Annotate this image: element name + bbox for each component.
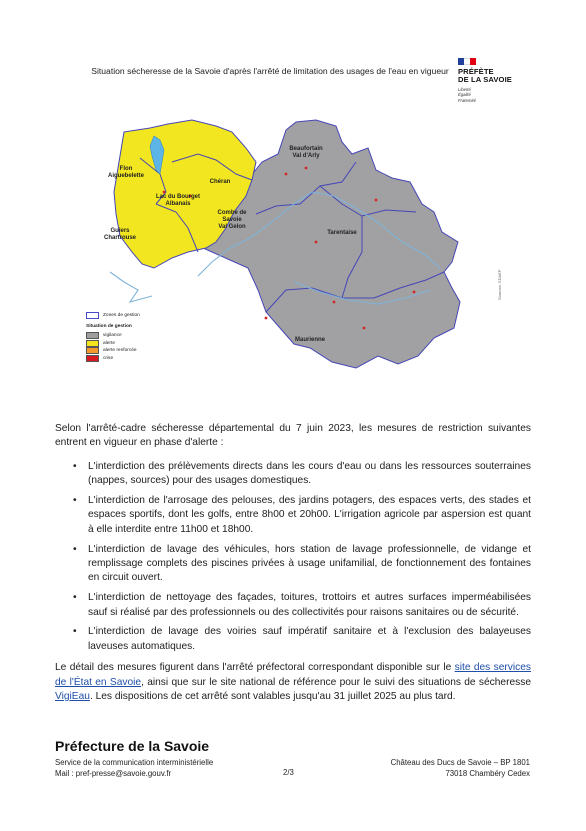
list-item	[55, 494, 531, 537]
legend-swatch	[86, 332, 99, 339]
list-item	[55, 625, 531, 654]
page-number: 2/3	[283, 768, 294, 777]
bullet-icon: •	[73, 495, 77, 507]
legend-label: alerte	[103, 340, 115, 346]
legend-swatch	[86, 355, 99, 362]
map-title: Situation sécheresse de la Savoie d'après l'arrêté de limitation des usages de l'eau en vigueur	[91, 66, 449, 76]
list-item-text: L'interdiction de lavage des voiries sauf impératif sanitaire et à l'exclusion des balayeuses laveuses automatiques.	[88, 626, 531, 652]
footer-service: Service de la communication interministérielle	[55, 758, 214, 767]
footer-address-2: 73018 Chambéry Cedex	[445, 769, 530, 779]
outro-text-1: Le détail des mesures figurent dans l'arrêté préfectoral correspondant disponible sur le	[55, 662, 455, 674]
list-item-text: L'interdiction de l'arrosage des pelouses, des jardins potagers, des espaces verts, des stades et espaces sportifs, dont les golfs, entre 8h00 et 20h00. L'irrigation agricole par aspersion est quant à elle interdite entre 11h00 et 18h00.	[88, 495, 531, 535]
bullet-icon: •	[73, 460, 77, 472]
bullet-icon: •	[73, 626, 77, 638]
logo-motto-3: Fraternité	[458, 97, 476, 103]
footer-address-1: Château des Ducs de Savoie – BP 1801	[390, 758, 530, 767]
list-item-text: L'interdiction des prélèvements directs dans les cours d'eau ou dans les ressources souterraines (nappes, sources) pour des usages domestiques.	[88, 460, 531, 487]
list-item	[55, 460, 531, 489]
vigieau-link[interactable]: VigiEau	[55, 691, 90, 703]
zone-label-combe-3: Val Gelon	[218, 224, 246, 230]
zone-label-beaufortain	[289, 146, 323, 159]
legend-item-alerte-renforcee	[86, 347, 186, 355]
map-credit: Sources: SDAEP	[497, 269, 502, 300]
footer-mail: Mail : pref-presse@savoie.gouv.fr	[55, 769, 172, 779]
french-flag-icon	[458, 58, 476, 65]
logo-line1: PRÉFÈTE	[458, 67, 494, 76]
zone-label-bourget-1: Lac du Bourget	[155, 194, 201, 200]
legend-title: Situation de gestion	[86, 324, 132, 329]
logo-motto-2: Égalité	[458, 92, 471, 98]
zone-label-combe-1: Combe de	[217, 210, 247, 216]
legend-swatch	[86, 340, 99, 347]
zone-label-flon-1: Flon	[119, 166, 133, 172]
outro-paragraph	[55, 661, 531, 704]
list-item-text: L'interdiction de nettoyage des façades, toitures, trottoirs et autres surfaces imperméabilisées sauf si réalisé par des professionnels ou des collectivités pour raisons sanitaires ou de sécurité.	[88, 592, 531, 618]
bullet-icon: •	[73, 543, 77, 555]
zone-label-bourget-2: Albanais	[165, 201, 191, 207]
legend-zones-label: Zones de gestion	[103, 313, 140, 318]
footer-contact	[55, 757, 213, 780]
outro-text-2: , ainsi que sur le site national de référence pour le suivi des situations de sécheresse	[141, 676, 531, 688]
logo-motto-1: Liberté	[458, 86, 471, 92]
outro-text-3: . Les dispositions de cet arrêté sont valables jusqu'au 31 juillet 2025 au plus tard.	[89, 691, 456, 703]
zone-label-beaufortain-1: Beaufortain	[289, 146, 323, 152]
zone-label-cheran: Chéran	[209, 179, 231, 185]
map-legend	[86, 312, 186, 362]
body-text	[55, 422, 531, 704]
measures-list	[55, 460, 531, 654]
footer-title: Préfecture de la Savoie	[55, 738, 210, 754]
zone-label-tarentaise: Tarentaise	[327, 230, 357, 236]
zone-label-flon-2: Aiguebelette	[107, 173, 145, 179]
legend-label: alerte renforcée	[103, 348, 137, 354]
list-item	[55, 543, 531, 586]
zone-boundary-swatch	[86, 312, 99, 319]
zone-label-maurienne: Maurienne	[294, 337, 326, 343]
legend-item-vigilance	[86, 332, 186, 340]
list-item	[55, 591, 531, 620]
legend-label: crise	[103, 355, 114, 361]
intro-paragraph: Selon l'arrêté-cadre sécheresse départemental du 7 juin 2023, les mesures de restriction suivantes entrent en vigueur en phase d'alerte :	[55, 423, 531, 449]
zone-label-guiers-2: Chartrouse	[103, 235, 137, 241]
zone-label-combe-2: Savoie	[222, 217, 242, 223]
services-etat-link[interactable]: site des services de l'État en Savoie	[55, 662, 531, 688]
legend-label: vigilance	[103, 333, 122, 339]
bullet-icon: •	[73, 592, 77, 604]
list-item-text: L'interdiction de lavage des véhicules, hors station de lavage professionnelle, de vidange et remplissage complets des piscines privées à usage unifamilial, de fonctionnement des fontaines en circuit ouvert.	[88, 543, 531, 584]
zone-label-guiers-1: Guiers	[110, 228, 130, 234]
zone-label-beaufortain-2: Val d'Arly	[292, 153, 320, 159]
logo-line2: DE LA SAVOIE	[458, 75, 512, 85]
legend-item-crise	[86, 355, 186, 363]
legend-swatch	[86, 347, 99, 354]
footer-address	[391, 757, 530, 780]
legend-item-alerte	[86, 340, 186, 348]
